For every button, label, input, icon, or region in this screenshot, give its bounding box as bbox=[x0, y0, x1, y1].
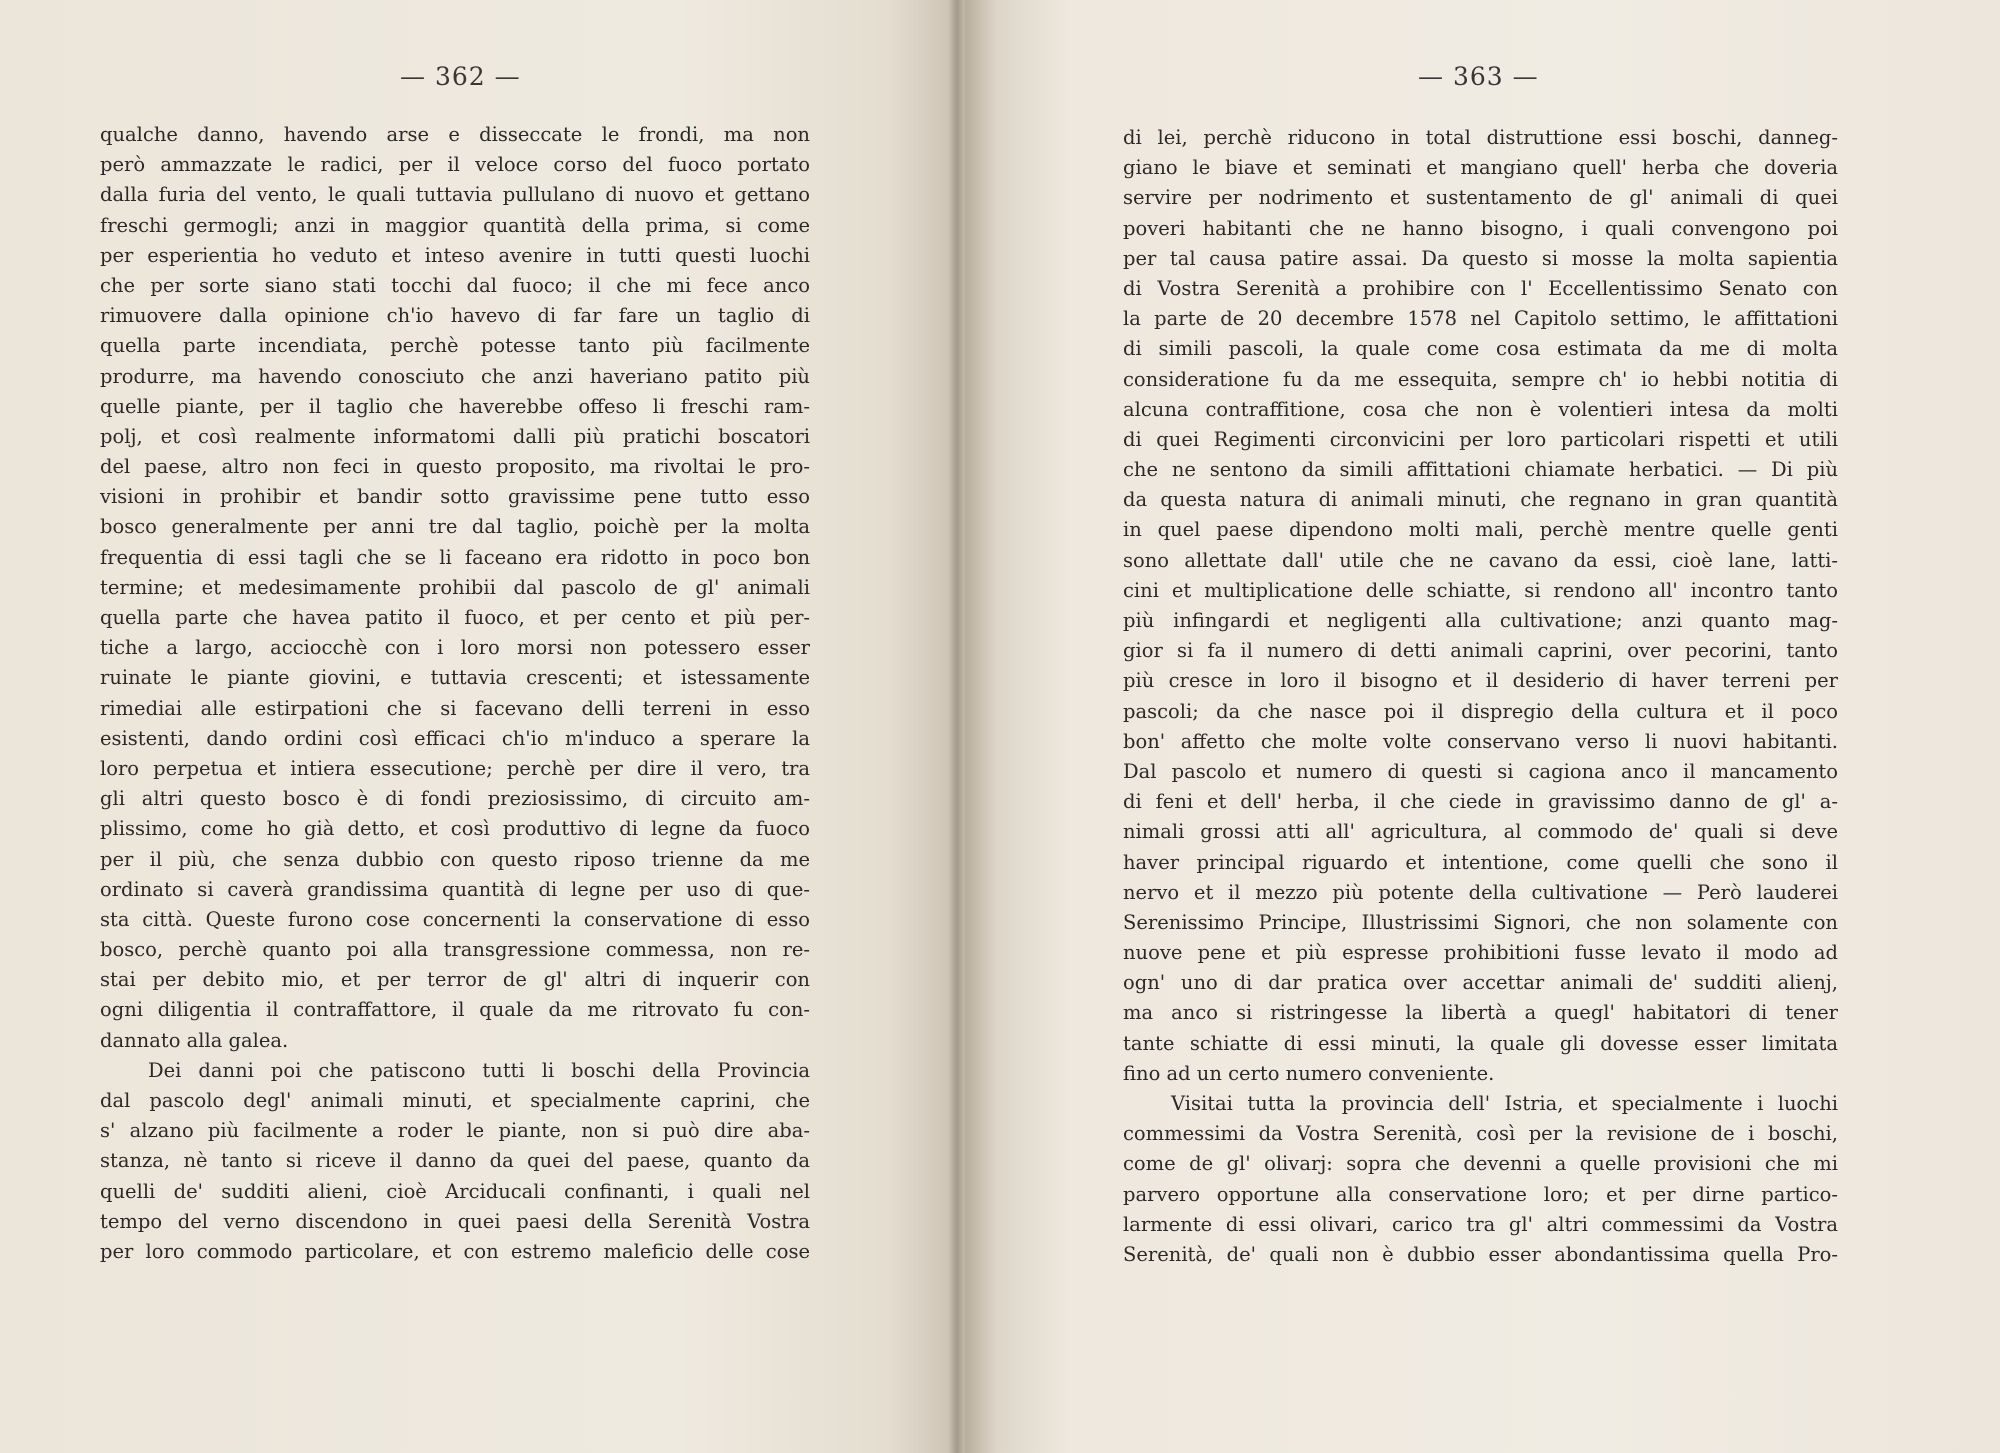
text-line: Serenissimo Principe, Illustrissimi Signori, che non solamente con bbox=[1123, 910, 1838, 934]
text-line: fino ad un certo numero conveniente. bbox=[1123, 1061, 1495, 1085]
text-line: ogn' uno di dar pratica over accettar animali de' sudditi alienj, bbox=[1123, 971, 1838, 995]
text-line: qualche danno, havendo arse e disseccate le frondi, ma non bbox=[100, 123, 810, 146]
text-line: gli altri questo bosco è di fondi preziosissimo, di circuito am- bbox=[100, 787, 810, 811]
text-line: produrre, ma havendo conosciuto che anzi haveriano patito più bbox=[100, 364, 810, 388]
text-line: stai per debito mio, et per terror de gl' altri di inquerir con bbox=[100, 968, 810, 992]
text-line: loro perpetua et intiera essecutione; perchè per dire il vero, tra bbox=[100, 756, 810, 780]
text-line: commessimi da Vostra Serenità, così per la revisione de i boschi, bbox=[1123, 1122, 1838, 1146]
text-line: ogni diligentia il contraffattore, il quale da me ritrovato fu con- bbox=[100, 998, 810, 1022]
text-line: più cresce in loro il bisogno et il desiderio di haver terreni per bbox=[1123, 669, 1838, 693]
text-line: quella parte incendiata, perchè potesse tanto più facilmente bbox=[100, 334, 810, 358]
text-line: dannato alla galea. bbox=[100, 1028, 289, 1052]
text-line: sono allettate dall' utile che ne cavano da essi, cioè lane, latti- bbox=[1123, 548, 1838, 572]
text-line: stanza, nè tanto si riceve il danno da quei del paese, quanto da bbox=[100, 1149, 810, 1173]
text-line: ordinato si caverà grandissima quantità di legne per uso di que- bbox=[100, 877, 810, 901]
text-line: consideratione fu da me essequita, sempre ch' io hebbi notitia di bbox=[1123, 367, 1838, 391]
text-line: Serenità, de' quali non è dubbio esser abondantissima quella Pro- bbox=[1123, 1242, 1838, 1266]
page-number: — 362 — bbox=[400, 62, 521, 91]
text-line: giano le biave et seminati et mangiano quell' herba che doveria bbox=[1123, 156, 1838, 180]
text-line: di quei Regimenti circonvicini per loro particolari rispetti et utili bbox=[1123, 427, 1838, 451]
text-line: poveri habitanti che ne hanno bisogno, i quali convengono poi bbox=[1123, 216, 1838, 240]
text-line: bon' affetto che molte volte conservano verso li nuovi habitanti. bbox=[1123, 729, 1838, 753]
text-line: parvero opportune alla conservatione loro; et per dirne partico- bbox=[1123, 1182, 1838, 1206]
text-line: Dei danni poi che patiscono tutti li boschi della Provincia bbox=[148, 1058, 810, 1082]
text-line: quelli de' sudditi alieni, cioè Arciducali confinanti, i quali nel bbox=[100, 1179, 810, 1203]
text-line: di lei, perchè riducono in total distruttione essi boschi, danneg- bbox=[1123, 126, 1838, 149]
text-line: haver principal riguardo et intentione, come quelli che sono il bbox=[1123, 850, 1838, 874]
text-line: Dal pascolo et numero di questi si cagiona anco il mancamento bbox=[1123, 759, 1838, 783]
text-line: per loro commodo particolare, et con estremo maleficio delle cose bbox=[100, 1239, 810, 1263]
text-line: gior si fa il numero di detti animali caprini, over pecorini, tanto bbox=[1123, 639, 1838, 663]
text-line: di Vostra Serenità a prohibire con l' Eccellentissimo Senato con bbox=[1123, 276, 1838, 300]
book-gutter-shadow bbox=[948, 0, 966, 1453]
text-line: che ne sentono da simili affittationi chiamate herbatici. — Di più bbox=[1123, 458, 1838, 482]
text-line: servire per nodrimento et sustentamento de gl' animali di quei bbox=[1123, 186, 1838, 210]
text-line: dal pascolo degl' animali minuti, et specialmente caprini, che bbox=[100, 1089, 810, 1112]
text-line: termine; et medesimamente prohibii dal pascolo de gl' animali bbox=[100, 575, 810, 599]
text-line: quella parte che havea patito il fuoco, et per cento et più per- bbox=[100, 606, 810, 629]
text-line: s' alzano più facilmente a roder le piante, non si può dire aba- bbox=[100, 1119, 810, 1143]
text-line: di simili pascoli, la quale come cosa estimata da me di molta bbox=[1123, 337, 1838, 361]
text-line: del paese, altro non feci in questo proposito, ma rivoltai le pro- bbox=[100, 455, 810, 479]
text-line: rimediai alle estirpationi che si facevano delli terreni in esso bbox=[100, 696, 810, 720]
text-line: Visitai tutta la provincia dell' Istria, et specialmente i luochi bbox=[1171, 1092, 1838, 1115]
text-line: quelle piante, per il taglio che haverebbe offeso li freschi ram- bbox=[100, 394, 810, 418]
text-line: più infingardi et negligenti alla cultivatione; anzi quanto mag- bbox=[1123, 609, 1838, 632]
text-line: per il più, che senza dubbio con questo riposo trienne da me bbox=[100, 847, 810, 871]
text-line: plissimo, come ho già detto, et così produttivo di legne da fuoco bbox=[100, 817, 810, 841]
text-line: da questa natura di animali minuti, che regnano in gran quantità bbox=[1123, 488, 1838, 512]
text-line: che per sorte siano stati tocchi dal fuoco; il che mi fece anco bbox=[100, 273, 810, 297]
text-line: di feni et dell' herba, il che ciede in gravissimo danno de gl' a- bbox=[1123, 790, 1838, 814]
text-line: esistenti, dando ordini così efficaci ch'io m'induco a sperare la bbox=[100, 726, 810, 750]
text-line: la parte de 20 decembre 1578 nel Capitolo settimo, le affittationi bbox=[1123, 307, 1838, 331]
text-line: bosco generalmente per anni tre dal taglio, poichè per la molta bbox=[100, 515, 810, 539]
text-line: larmente di essi olivari, carico tra gl' altri commessimi da Vostra bbox=[1123, 1212, 1838, 1236]
text-line: tempo del verno discendono in quei paesi della Serenità Vostra bbox=[100, 1209, 810, 1233]
text-line: in quel paese dipendono molti mali, perchè mentre quelle genti bbox=[1123, 518, 1838, 542]
text-line: alcuna contraffitione, cosa che non è volentieri intesa da molti bbox=[1123, 397, 1838, 421]
text-line: tante schiatte di essi minuti, la quale gli dovesse esser limitata bbox=[1123, 1031, 1838, 1055]
text-line: nimali grossi atti all' agricultura, al commodo de' quali si deve bbox=[1123, 820, 1838, 844]
text-line: però ammazzate le radici, per il veloce corso del fuoco portato bbox=[100, 153, 810, 177]
page-number: — 363 — bbox=[1418, 62, 1539, 91]
text-line: nuove pene et più espresse prohibitioni fusse levato il modo ad bbox=[1123, 941, 1838, 965]
text-line: ruinate le piante giovini, e tuttavia crescenti; et istessamente bbox=[100, 666, 810, 690]
text-line: dalla furia del vento, le quali tuttavia pullulano di nuovo et gettano bbox=[100, 183, 810, 207]
text-line: per tal causa patire assai. Da questo si mosse la molta sapientia bbox=[1123, 246, 1838, 270]
text-line: per esperientia ho veduto et inteso avenire in tutti questi luochi bbox=[100, 243, 810, 267]
text-line: tiche a largo, acciocchè con i loro morsi non potessero esser bbox=[100, 636, 810, 660]
text-line: ma anco si ristringesse la libertà a quegl' habitatori di tener bbox=[1123, 1001, 1838, 1025]
page-body-text bbox=[100, 120, 810, 1267]
text-line: polj, et così realmente informatomi dalli più pratichi boscatori bbox=[100, 424, 810, 448]
text-line: frequentia di essi tagli che se li faceano era ridotto in poco bon bbox=[100, 545, 810, 569]
text-line: cini et multiplicatione delle schiatte, si rendono all' incontro tanto bbox=[1123, 578, 1838, 602]
text-line: freschi germogli; anzi in maggior quantità della prima, si come bbox=[100, 213, 810, 237]
text-line: nervo et il mezzo più potente della cultivatione — Però lauderei bbox=[1123, 880, 1838, 904]
text-line: bosco, perchè quanto poi alla transgressione commessa, non re- bbox=[100, 938, 810, 962]
text-line: visioni in prohibir et bandir sotto gravissime pene tutto esso bbox=[100, 485, 810, 509]
left-page bbox=[0, 0, 965, 1453]
right-page bbox=[965, 0, 2000, 1453]
page-body-text bbox=[1123, 123, 1838, 1270]
text-line: come de gl' olivarj: sopra che devenni a quelle provisioni che mi bbox=[1123, 1152, 1838, 1176]
text-line: rimuovere dalla opinione ch'io havevo di far fare un taglio di bbox=[100, 304, 810, 328]
text-line: pascoli; da che nasce poi il dispregio della cultura et il poco bbox=[1123, 699, 1838, 723]
text-line: sta città. Queste furono cose concernenti la conservatione di esso bbox=[100, 907, 810, 931]
